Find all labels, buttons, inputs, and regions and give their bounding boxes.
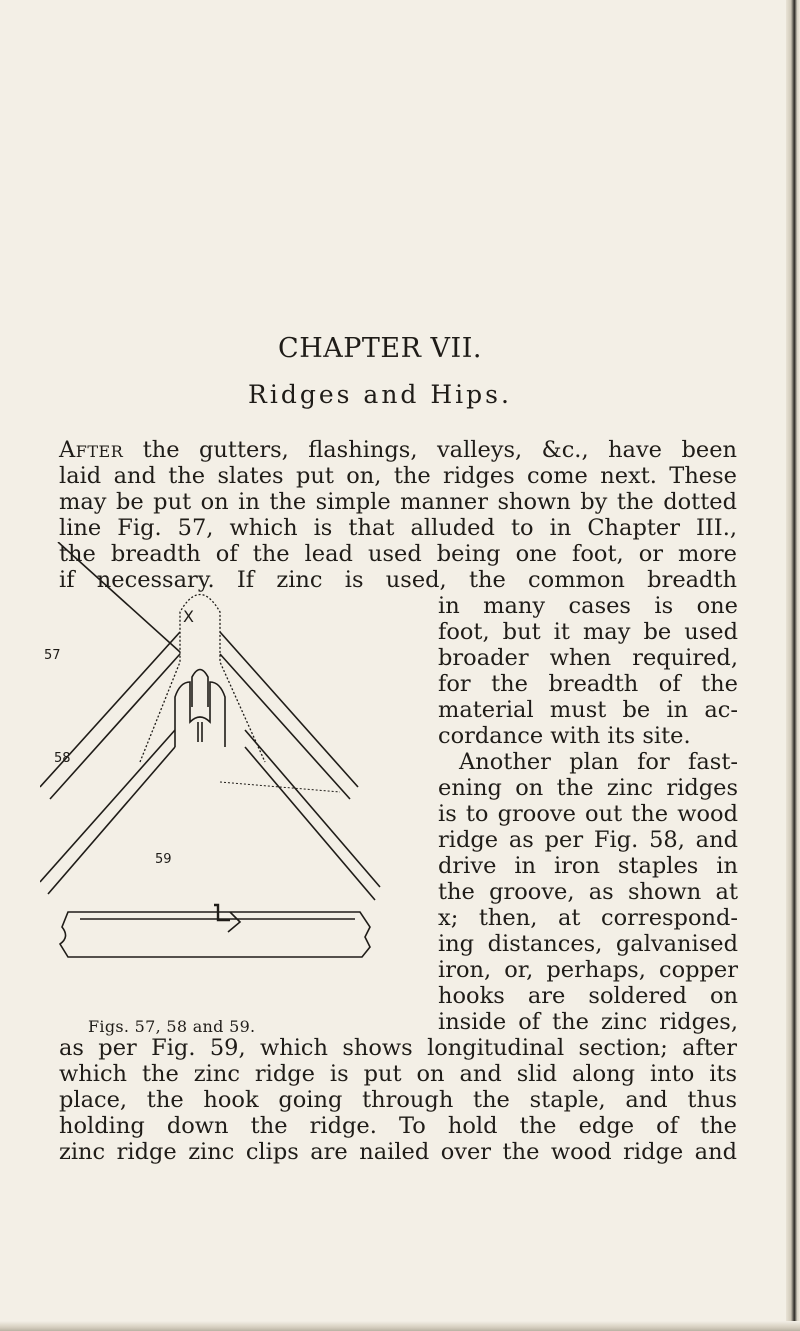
wrapped-line: is to groove out the wood — [438, 801, 738, 827]
paragraph-1-line: the breadth of the lead used being one foot, or more — [59, 541, 737, 567]
wrapped-line: inside of the zinc ridges, — [438, 1009, 738, 1035]
drop-word: After — [59, 437, 124, 463]
wrapped-line: iron, or, perhaps, copper — [438, 957, 738, 983]
wrapped-line: material must be in ac- — [438, 697, 738, 723]
wrapped-line: x; then, at correspond- — [438, 905, 738, 931]
wrapped-line: ing distances, galvanised — [438, 931, 738, 957]
section-title: Ridges and Hips. — [248, 380, 512, 409]
paragraph-1-line: if necessary. If zinc is used, the common breadth — [59, 567, 737, 593]
wrapped-line: drive in iron staples in — [438, 853, 738, 879]
staple-x-label: X — [183, 607, 194, 626]
wrapped-line: for the breadth of the — [438, 671, 738, 697]
chapter-title: CHAPTER VII. — [278, 333, 482, 364]
fig-58-roof-slope-right — [220, 632, 380, 900]
ridge-figure — [40, 542, 420, 997]
wrapped-line: in many cases is one — [438, 593, 738, 619]
ridge-diagram — [40, 542, 420, 997]
wrapped-line: ridge as per Fig. 58, and — [438, 827, 738, 853]
paragraph-2-line: zinc ridge zinc clips are nailed over the wood ridge and — [59, 1139, 737, 1165]
fig-59-longitudinal-section — [60, 905, 370, 957]
paragraph-2-line: as per Fig. 59, which shows longitudinal section; after — [59, 1035, 737, 1061]
fig-57-label: 57 — [44, 648, 61, 663]
fig-59-label: 59 — [155, 852, 172, 867]
paragraph-2-line: which the zinc ridge is put on and slid along into its — [59, 1061, 737, 1087]
wrapped-line: cordance with its site. — [438, 723, 691, 749]
fig-58-label: 58 — [54, 751, 71, 766]
paragraph-2-line: holding down the ridge. To hold the edge of the — [59, 1113, 737, 1139]
paragraph-1-line-1 — [59, 437, 737, 463]
paragraph-1-line: may be put on in the simple manner shown by the dotted — [59, 489, 737, 515]
wrapped-line: ening on the zinc ridges — [438, 775, 738, 801]
wrapped-line: the groove, as shown at — [438, 879, 738, 905]
fig-58-wood-ridge — [175, 670, 225, 748]
paragraph-2-line: place, the hook going through the staple, and thus — [59, 1087, 737, 1113]
figure-caption: Figs. 57, 58 and 59. — [88, 1017, 256, 1036]
page-edge-shadow — [786, 0, 800, 1331]
wrapped-line: broader when required, — [438, 645, 738, 671]
wrapped-line: foot, but it may be used — [438, 619, 738, 645]
page-bottom-edge — [0, 1321, 800, 1331]
paragraph-1-line: laid and the slates put on, the ridges come next. These — [59, 463, 737, 489]
paragraph-1-line: line Fig. 57, which is that alluded to in Chapter III., — [59, 515, 737, 541]
paragraph-1-line-1-rest: the gutters, flashings, valleys, &c., have been — [123, 437, 737, 463]
wrapped-line: hooks are soldered on — [438, 983, 738, 1009]
wrapped-line: Another plan for fast- — [459, 749, 738, 775]
